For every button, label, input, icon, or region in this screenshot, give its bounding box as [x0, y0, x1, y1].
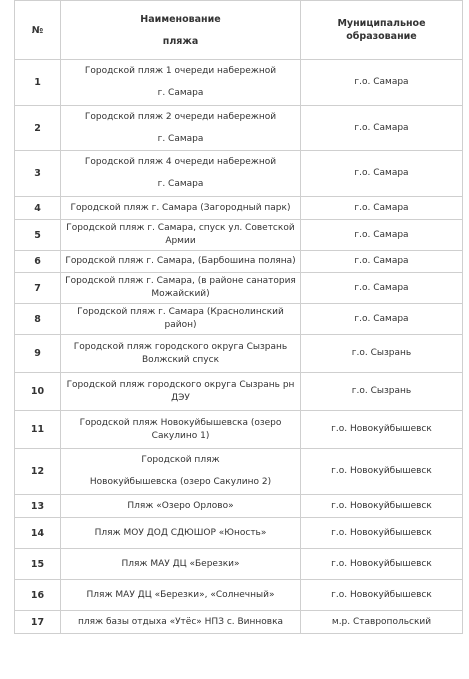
header-municipality: Муниципальное образование: [301, 1, 463, 60]
municipality: г.о. Сызрань: [301, 335, 463, 373]
beach-name-line1: Пляж МОУ ДОД СДЮШОР «Юность»: [94, 527, 267, 538]
municipality: г.о. Самара: [301, 60, 463, 106]
row-number: 15: [15, 549, 61, 580]
beach-name-line2: ДЭУ: [171, 392, 190, 403]
municipality: г.о. Самара: [301, 220, 463, 251]
header-name: [61, 1, 301, 60]
table-row: [15, 251, 463, 273]
beach-name-line1: Городской пляж 1 очереди набережной: [84, 66, 277, 76]
beach-name: [61, 335, 301, 373]
table-row: [15, 60, 463, 106]
table-row: [15, 273, 463, 304]
beaches-table: [14, 0, 463, 634]
row-number: 12: [15, 449, 61, 495]
municipality: г.о. Новокуйбышевск: [301, 495, 463, 518]
row-number: 9: [15, 335, 61, 373]
beach-name-line2: район): [164, 320, 197, 330]
row-number: 13: [15, 495, 61, 518]
row-number: 10: [15, 373, 61, 411]
municipality: г.о. Сызрань: [301, 373, 463, 411]
beach-name: [61, 151, 301, 197]
beach-name: [61, 373, 301, 411]
municipality: г.о. Самара: [301, 197, 463, 220]
beach-name: [61, 106, 301, 151]
beach-name-line1: пляж базы отдыха «Утёс» НПЗ с. Винновка: [77, 616, 284, 627]
beach-name-line1: Городской пляж: [141, 455, 220, 465]
beach-name: [61, 411, 301, 449]
row-number: 5: [15, 220, 61, 251]
beach-name-line2: Сакулино 1): [151, 430, 210, 441]
table-row: [15, 197, 463, 220]
municipality: г.о. Самара: [301, 106, 463, 151]
beach-name-line2: г. Самара: [157, 88, 204, 98]
beach-name-line2: Новокуйбышевска (озеро Сакулино 2): [89, 477, 272, 487]
beach-name-line1: Городской пляж 2 очереди набережной: [84, 111, 277, 122]
beach-name: [61, 273, 301, 304]
table-row: [15, 335, 463, 373]
beach-name-line1: Пляж МАУ ДЦ «Березки»: [121, 558, 240, 569]
beach-name-line2: Армии: [165, 236, 196, 246]
beach-name-line1: Городской пляж г. Самара (Краснолинский: [77, 307, 284, 317]
row-number: 17: [15, 611, 61, 634]
beach-name-line2: Волжский спуск: [141, 354, 220, 365]
municipality: г.о. Самара: [301, 251, 463, 273]
beach-name-line2: Можайский): [151, 289, 210, 299]
row-number: 1: [15, 60, 61, 106]
beach-name-line1: Городской пляж Новокуйбышевска (озеро: [79, 417, 282, 428]
table-row: [15, 549, 463, 580]
beach-name-line1: Городской пляж городского округа Сызрань рн: [66, 379, 295, 390]
beach-name: [61, 304, 301, 335]
table-row: [15, 580, 463, 611]
table-row: [15, 411, 463, 449]
beaches-table-container: [14, 0, 462, 634]
municipality: г.о. Самара: [301, 273, 463, 304]
municipality: м.р. Ставропольский: [301, 611, 463, 634]
beach-name: [61, 495, 301, 518]
municipality: г.о. Новокуйбышевск: [301, 518, 463, 549]
municipality: г.о. Новокуйбышевск: [301, 580, 463, 611]
beach-name-line1: Городской пляж 4 очереди набережной: [84, 157, 277, 167]
beach-name: [61, 220, 301, 251]
row-number: 8: [15, 304, 61, 335]
table-row: [15, 304, 463, 335]
row-number: 16: [15, 580, 61, 611]
beach-name-line1: Городской пляж г. Самара, (Барбошина поляна): [65, 256, 296, 266]
table-row: [15, 611, 463, 634]
row-number: 11: [15, 411, 61, 449]
row-number: 14: [15, 518, 61, 549]
table-row: [15, 449, 463, 495]
beach-name: [61, 518, 301, 549]
row-number: 3: [15, 151, 61, 197]
beach-name-line1: Пляж «Озеро Орлово»: [127, 500, 234, 511]
table-row: [15, 495, 463, 518]
table-row: [15, 220, 463, 251]
beach-name: [61, 197, 301, 220]
beach-name-line2: г. Самара: [157, 179, 204, 189]
beach-name-line1: Городской пляж г. Самара, (в районе санатория: [65, 276, 296, 286]
row-number: 4: [15, 197, 61, 220]
row-number: 2: [15, 106, 61, 151]
table-row: [15, 518, 463, 549]
beach-name: [61, 611, 301, 634]
header-name-line1: Наименование: [140, 13, 221, 25]
municipality: г.о. Самара: [301, 304, 463, 335]
table-header-row: [15, 1, 463, 60]
municipality: г.о. Самара: [301, 151, 463, 197]
table-row: [15, 373, 463, 411]
beach-name: [61, 549, 301, 580]
header-name-line2: пляжа: [162, 35, 199, 47]
beach-name-line1: Городской пляж городского округа Сызрань: [73, 341, 288, 352]
table-row: [15, 106, 463, 151]
header-num: №: [15, 1, 61, 60]
municipality: г.о. Новокуйбышевск: [301, 411, 463, 449]
beach-name-line2: г. Самара: [157, 133, 204, 144]
row-number: 6: [15, 251, 61, 273]
beach-name: [61, 580, 301, 611]
beach-name-line1: Пляж МАУ ДЦ «Березки», «Солнечный»: [86, 589, 275, 600]
beach-name: [61, 449, 301, 495]
municipality: г.о. Новокуйбышевск: [301, 549, 463, 580]
municipality: г.о. Новокуйбышевск: [301, 449, 463, 495]
beach-name-line1: Городской пляж г. Самара (Загородный парк): [70, 202, 291, 213]
table-row: [15, 151, 463, 197]
row-number: 7: [15, 273, 61, 304]
beach-name-line1: Городской пляж г. Самара, спуск ул. Советской: [66, 223, 295, 233]
beach-name: [61, 251, 301, 273]
beach-name: [61, 60, 301, 106]
